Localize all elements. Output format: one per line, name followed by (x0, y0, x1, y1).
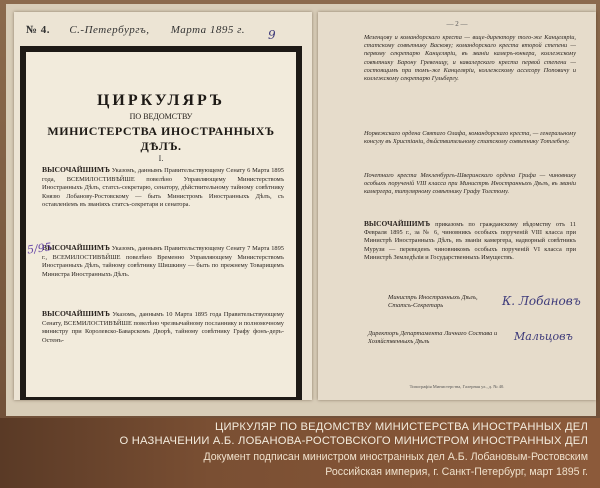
circular-date: Марта 1895 г. (170, 24, 246, 36)
right-paragraph-4-text: приказомъ по гражданскому вѣдомству отъ 11 Февраля 1895 г., за № 6, чиновникъ особыхъ порученiй VIII класса при Министрѣ Иностранныхъ Дѣлъ, въ званiи камергера, надворный совѣтникъ Мурузи — переведенъ чиновникомъ особыхъ порученiй VI класса при Министрѣ Земледѣлiя и Государственныхъ Имуществъ. (364, 221, 576, 261)
document-mat (6, 4, 596, 416)
paragraph-2-text: Указомъ, даннымъ Правительствующему Сенату 7 Марта 1895 г., ВСЕМИЛОСТИВѢЙШЕ повелѣно Временно Управляющему Министерствомъ Иностранныхъ Дѣлъ, тайному совѣтнику Шишкину — быть по прежнему Товарищемъ Министра Иностранныхъ Дѣлъ. (42, 245, 284, 278)
circular-city: С.-Петербургъ, (69, 24, 150, 36)
caption-line-1: ЦИРКУЛЯР ПО ВЕДОМСТВУ МИНИСТЕРСТВА ИНОСТРАННЫХ ДЕЛ (215, 421, 588, 433)
paragraph-1 (42, 166, 284, 210)
right-page (318, 12, 596, 400)
caption-line-2: О НАЗНАЧЕНИИ А.Б. ЛОБАНОВА-РОСТОВСКОГО МИНИСТРОМ ИНОСТРАННЫХ ДЕЛ (119, 435, 588, 447)
document-subtitle-large: МИНИСТЕРСТВА ИНОСТРАННЫХЪ ДѢЛЪ. (47, 124, 275, 153)
left-page (14, 12, 312, 400)
paragraph-3-lead: ВЫСОЧАЙШИМЪ (42, 309, 110, 318)
minister-signature-title: Министръ Иностранныхъ Дѣлъ, Статсъ-Секретарь (388, 294, 478, 309)
section-number: I. (158, 154, 164, 163)
right-paragraph-1: Мезенцову и командорскаго креста — вице-директору того-же Канцелярiи, статскому совѣтнику Васкову; командорскаго креста второй степени — первому секретарю Канцелярiи, въ званiи камеръ-юнкера, коллежскому совѣтнику Барону Гревеницу, и кавалерскаго креста первой степени — состоящимъ при томъ-же Канцелярiи, коллежскому ассесору Поповичу и коллежскому секретарю Гульбергу. (364, 34, 576, 83)
paragraph-1-text: Указомъ, даннымъ Правительствующему Сенату 6 Марта 1895 года, ВСЕМИЛОСТИВѢЙШЕ повелѣно Управляющему Министерствомъ Иностранныхъ Дѣлъ, статсъ-секретарю, сенатору, дѣйствительному тайному совѣтнику Князю Лобанову-Ростовскому — быть Министромъ Иностранныхъ Дѣлъ, съ оставленiемъ въ званiяхъ статсъ-секретаря и сенатора. (42, 167, 284, 209)
caption-line-4: Российская империя, г. Санкт-Петербург, март 1895 г. (325, 466, 588, 478)
right-paragraph-4 (364, 220, 576, 262)
right-paragraph-2: Норвежскаго ордена Святаго Олафа, командорскаго креста, — генеральному консулу въ Христiанiи, дѣйствительному статскому совѣтнику Тотлебену. (364, 130, 576, 146)
right-paragraph-4-lead: ВЫСОЧАЙШИМЪ (364, 219, 431, 228)
document-subtitle-small: ПО ВЕДОМСТВУ (129, 112, 193, 121)
paragraph-2 (42, 244, 284, 279)
caption-line-3: Документ подписан министром иностранных дел А.Б. Лобановым-Ростовским (203, 451, 588, 463)
stamp-mark: 5/95 (26, 240, 53, 257)
director-signature: Мальцовъ (514, 330, 573, 343)
page-number: — 2 — (446, 20, 468, 28)
exhibit-caption (0, 418, 600, 488)
paragraph-1-lead: ВЫСОЧАЙШИМЪ (42, 165, 110, 174)
paragraph-2-lead: ВЫСОЧАЙШИМЪ (42, 243, 110, 252)
right-paragraph-3: Почетнаго креста Мекленбургъ-Шверинскаго ордена Грифа — чиновнику особыхъ порученiй VIII класса при Министрѣ Иностранныхъ Дѣлъ, въ званiи камергера, титулярному совѣтнику Графу Толстому. (364, 172, 576, 196)
document-title: ЦИРКУЛЯРЪ (96, 92, 226, 109)
circular-header (26, 24, 245, 36)
printer-line: Типографiя Министерства, Галерная ул., д. № 40. (409, 384, 505, 389)
minister-signature: К. Лобановъ (502, 294, 581, 308)
mourning-border (20, 46, 302, 400)
handwritten-number: 9 (268, 28, 276, 42)
paragraph-3 (42, 310, 284, 345)
paragraph-3-text: Указомъ, даннымъ 10 Марта 1895 года Правительствующему Сенату, ВСЕМИЛОСТИВѢЙШЕ повелѣно чрезвычайному посланнику и полномочному министру при Королевско-Баварскомъ Дворѣ, тайному совѣтнику Графу фонъ-деръ-Остенъ- (42, 311, 284, 344)
director-signature-title: Директоръ Департамента Личнаго Состава и Хозяйственныхъ Дѣлъ (368, 330, 498, 345)
circular-number: № 4. (26, 24, 51, 36)
